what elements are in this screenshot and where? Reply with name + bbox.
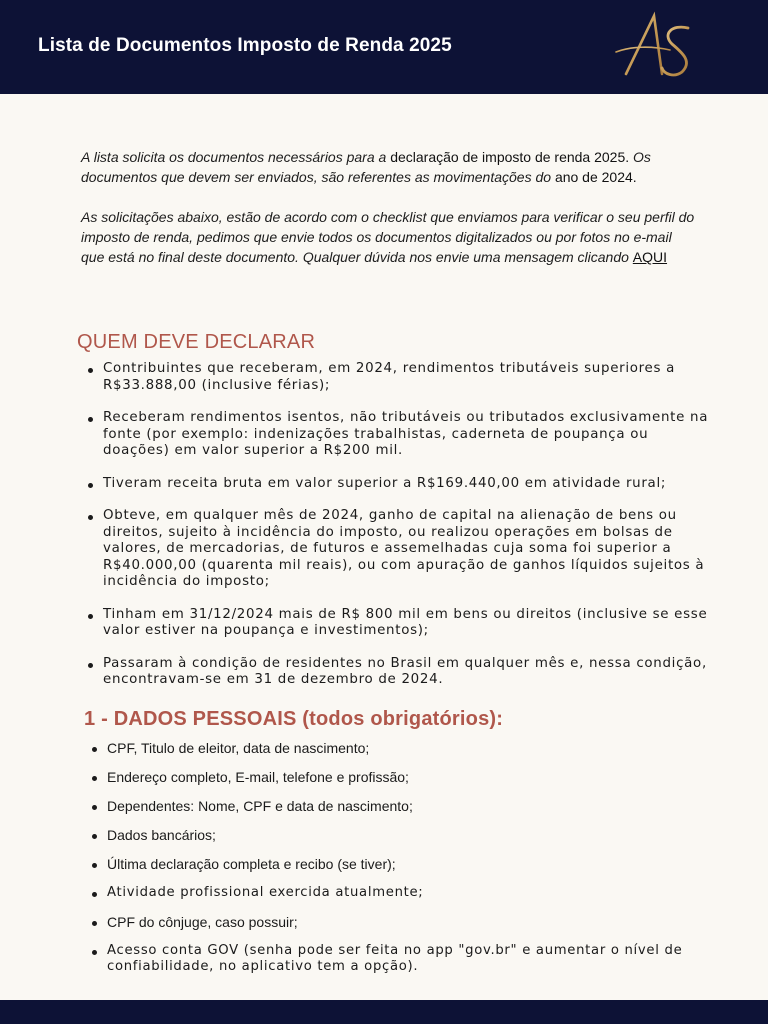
footer-bar [0,1000,768,1024]
header-bar [0,0,768,94]
intro-paragraph-1: A lista solicita os documentos necessários para a declaração de imposto de renda 2025. Os documentos que devem ser enviados, são referentes as movimentações do ano de 2024. [81,149,651,185]
intro-paragraph-2: As solicitações abaixo, estão de acordo com o checklist que enviamos para verificar o seu perfil do imposto de renda, pedimos que envie todos os documentos digitalizados ou por fotos no e-mail que está no final deste documento. Qualquer dúvida nos envie uma mensagem clicando AQUI [81,209,695,265]
list-item: Receberam rendimentos isentos, não tributáveis ou tributados exclusivamente na fonte (por exemplo: indenizações trabalhistas, caderneta de poupança ou doações) em valor superior a R$200 mil. [87,410,717,460]
dados-pessoais-list [91,740,691,988]
intro-highlight-ano: ano de 2024. [554,169,637,185]
list-item: Passaram à condição de residentes no Brasil em qualquer mês e, nessa condição, encontravam-se em 31 de dezembro de 2024. [87,656,717,689]
list-item: Tiveram receita bruta em valor superior a R$169.440,00 em atividade rural; [87,476,717,493]
contact-link[interactable]: AQUI [632,249,668,265]
list-item: Dados bancários; [91,827,691,843]
quem-deve-declarar-list [87,361,717,705]
list-item: Endereço completo, E-mail, telefone e profissão; [91,769,691,785]
list-item: Contribuintes que receberam, em 2024, rendimentos tributáveis superiores a R$33.888,00 (inclusive férias); [87,361,717,394]
list-item: Acesso conta GOV (senha pode ser feita no app "gov.br" e aumentar o nível de confiabilidade, no aplicativo tem a opção). [91,943,691,975]
list-item: CPF do cônjuge, caso possuir; [91,914,691,930]
intro-highlight-declaracao: declaração de imposto de renda 2025. [390,149,630,165]
list-item: CPF, Titulo de eleitor, data de nascimento; [91,740,691,756]
list-item: Atividade profissional exercida atualmente; [91,885,691,901]
section-title-dados-pessoais: 1 - DADOS PESSOAIS (todos obrigatórios): [84,708,504,730]
list-item: Última declaração completa e recibo (se tiver); [91,856,691,872]
page-title: Lista de Documentos Imposto de Renda 2025 [38,35,452,56]
list-item: Dependentes: Nome, CPF e data de nascimento; [91,798,691,814]
list-item: Obteve, em qualquer mês de 2024, ganho de capital na alienação de bens ou direitos, sujeito à incidência do imposto, ou realizou operações em bolsas de valores, de mercadorias, de futuros e assemelhadas cuja soma foi superior a R$40.000,00 (quarenta mil reais), ou com apuração de ganhos líquidos sujeitos à incidência do imposto; [87,508,717,591]
section-title-quem-deve-declarar: QUEM DEVE DECLARAR [77,331,316,353]
intro-text [81,147,696,267]
list-item: Tinham em 31/12/2024 mais de R$ 800 mil em bens ou direitos (inclusive se esse valor estiver na poupança e investimentos); [87,607,717,640]
as-logo-icon [612,10,704,84]
